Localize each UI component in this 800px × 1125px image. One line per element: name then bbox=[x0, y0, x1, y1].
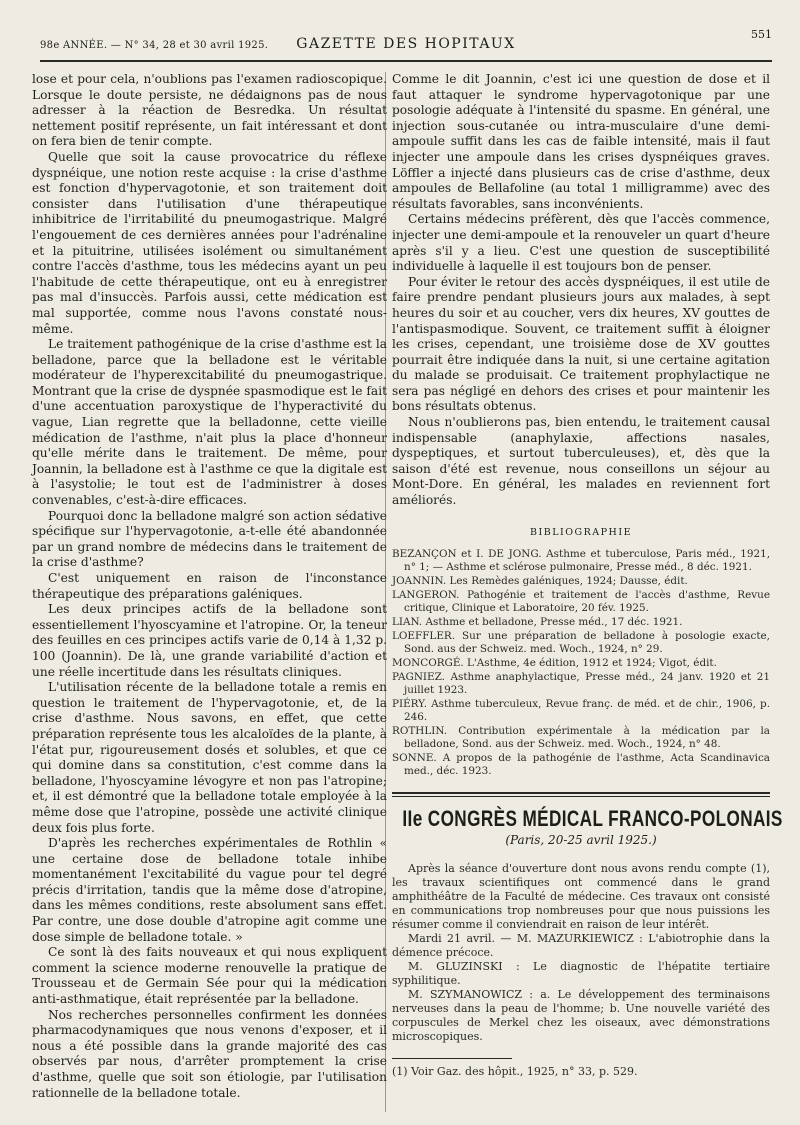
paragraph: Le traitement pathogénique de la crise d'asthme est la belladone, parce que la belladone est le véritable modérateur de l'hyperexcitabilité du pneumogastrique. Montrant que la crise de dyspnée spasmodique est le fait d'une accentuation paroxystique de l'hyperactivité du vague, Lian regrette que la belladonne, cette vieille médication de l'asthme, n'ait plus la place d'honneur qu'elle mérite dans le traitement. De même, pour Joannin, la belladone est à l'asthme ce que la digitale est à l'asystolie; le tout est de l'administrer à doses convenables, c'est-à-dire efficaces. bbox=[32, 337, 387, 508]
section-rule bbox=[392, 792, 770, 797]
bibliography-entry: LIAN. Asthme et belladone, Presse méd., 17 déc. 1921. bbox=[392, 616, 683, 629]
bibliography-entry: PAGNIEZ. Asthme anaphylactique, Presse méd., 24 janv. 1920 et 21 juillet 1923. bbox=[392, 671, 770, 697]
journal-title: GAZETTE DES HOPITAUX bbox=[296, 36, 516, 52]
congres-title: IIe CONGRÈS MÉDICAL FRANCO-POLONAIS bbox=[402, 806, 783, 832]
paragraph: Quelle que soit la cause provocatrice du réflexe dyspnéique, une notion reste acquise : la crise d'asthme est fonction d'hypervagotonie, et son traitement doit consister dans l'utilisation d'une thérapeutique inhibitrice de l'irritabilité du pneumogastrique. Malgré l'engouement de ces dernières années pour l'adrénaline et la pituitrine, utilisées isolément ou simultanément contre l'accès d'asthme, tous les médecins ayant un peu l'habitude de cette thérapeutique, ont eu à enregistrer pas mal d'insuccès. Parfois aussi, cette médication est mal supportée, comme nous l'avons constaté nous-même. bbox=[32, 149, 387, 336]
bibliography-entry: LOEFFLER. Sur une préparation de belladone à posologie exacte, Sond. aus der Schweiz. med. Woch., 1924, n° 29. bbox=[392, 630, 770, 656]
paragraph: Mardi 21 avril. — M. MAZURKIEWICZ : L'abiotrophie dans la démence précoce. bbox=[392, 932, 770, 960]
congres-subtitle: (Paris, 20-25 avril 1925.) bbox=[505, 832, 657, 847]
footnote: (1) Voir Gaz. des hôpit., 1925, n° 33, p. 529. bbox=[392, 1065, 638, 1079]
bibliography-entry: LANGERON. Pathogénie et traitement de l'accès d'asthme, Revue critique, Clinique et Laboratoire, 20 fév. 1925. bbox=[392, 589, 770, 615]
bibliography bbox=[392, 525, 770, 779]
bibliography-entry: JOANNIN. Les Remèdes galéniques, 1924; Dausse, édit. bbox=[392, 575, 688, 588]
bibliography-heading: BIBLIOGRAPHIE bbox=[529, 526, 633, 538]
paragraph: lose et pour cela, n'oublions pas l'examen radioscopique. Lorsque le doute persiste, ne dédaignons pas de nous adresser à la réaction de Besredka. Un résultat nettement positif représente, un fait intéressant et dont on fera bien de tenir compte. bbox=[32, 72, 387, 149]
bibliography-entry: BEZANÇON et I. DE JONG. Asthme et tuberculose, Paris méd., 1921, n° 1; — Asthme et sclérose pulmonaire, Presse méd., 8 déc. 1921. bbox=[392, 548, 770, 574]
paragraph: Ce sont là des faits nouveaux et qui nous expliquent comment la science moderne renouvelle la pratique de Trousseau et de Germain Sée pour qui la médication anti-asthmatique, était représentée par la belladone. bbox=[32, 945, 387, 1007]
paragraph: Nous n'oublierons pas, bien entendu, le traitement causal indispensable (anaphylaxie, affections nasales, dyspeptiques, et surtout tuberculeuses), et, dès que la saison d'été est revenue, nous conseillons un séjour au Mont-Dore. En général, les malades en reviennent fort améliorés. bbox=[392, 415, 770, 508]
issue-info: 98e ANNÉE. — N° 34, 28 et 30 avril 1925. bbox=[40, 40, 269, 51]
paragraph: Comme le dit Joannin, c'est ici une question de dose et il faut attaquer le syndrome hypervagotonique par une posologie adéquate à l'intensité du spasme. En général, une injection sous-cutanée ou intra-musculaire d'une demi-ampoule suffit dans les cas de faible intensité, mais il faut injecter une ampoule dans les crises dyspnéiques graves. Löffler a injecté dans plusieurs cas de crise d'asthme, deux ampoules de Bellafoline (au total 1 milligramme) avec des résultats favorables, sans inconvénients. bbox=[392, 72, 770, 211]
congres-section bbox=[392, 806, 783, 1079]
bibliography-entry: MONCORGÉ. L'Asthme, 4e édition, 1912 et 1924; Vigot, édit. bbox=[392, 657, 717, 670]
paragraph: Pour éviter le retour des accès dyspnéiques, il est utile de faire prendre pendant plusieurs jours aux malades, à sept heures du soir et au coucher, vers dix heures, XV gouttes de l'antispasmodique. Souvent, ce traitement suffit à éloigner les crises, cependant, une troisième dose de XV gouttes pourrait être indiquée dans la nuit, si une certaine agitation du malade se produisait. Ce traitement prophylactique ne sera pas négligé en dehors des crises et pour maintenir les bons résultats obtenus. bbox=[392, 274, 770, 414]
paragraph: L'utilisation récente de la belladone totale a remis en question le traitement de l'hypervagotonie, et, de la crise d'asthme. Nous savons, en effet, que cette préparation représente tous les alcaloïdes de la plante, à l'état pur, rigoureusement dosés et solubles, et que ce qui domine dans sa constitution, c'est comme dans la belladone, l'hyoscyamine lévogyre et non pas l'atropine; et, il est démontré que la belladone totale employée à la même dose que l'atropine, possède une activité clinique deux fois plus forte. bbox=[32, 680, 387, 835]
paragraph: Les deux principes actifs de la belladone sont essentiellement l'hyoscyamine et l'atropine. Or, la teneur des feuilles en ces principes actifs varie de 0,14 à 1,32 p. 100 (Joannin). De là, une grande variabilité d'action et une réelle incertitude dans les résultats cliniques. bbox=[32, 602, 387, 679]
left-column bbox=[32, 72, 387, 1101]
page-header bbox=[40, 26, 772, 62]
paragraph: D'après les recherches expérimentales de Rothlin « une certaine dose de belladone totale inhibe momentanément l'excitabilité du vague pour tel degré précis d'irritation, tandis que la même dose d'atropine, dans les mêmes conditions, reste absolument sans effet. Par contre, une dose double d'atropine agit comme une dose simple de belladone totale. » bbox=[32, 836, 387, 944]
paragraph: Pourquoi donc la belladone malgré son action sédative spécifique sur l'hypervagotonie, a-t-elle été abandonnée par un grand nombre de médecins dans le traitement de la crise d'asthme? bbox=[32, 508, 387, 570]
right-column bbox=[392, 72, 783, 1079]
footnote-rule bbox=[392, 1058, 512, 1059]
bibliography-entry: PIÉRY. Asthme tuberculeux, Revue franç. de méd. et de chir., 1906, p. 246. bbox=[392, 698, 770, 724]
paragraph: Certains médecins préfèrent, dès que l'accès commence, injecter une demi-ampoule et la renouveler un quart d'heure après s'il y a lieu. C'est une question de susceptibilité individuelle à laquelle il est toujours bon de penser. bbox=[392, 212, 770, 274]
paragraph: C'est uniquement en raison de l'inconstance thérapeutique des préparations galéniques. bbox=[32, 571, 387, 601]
page-number: 551 bbox=[751, 28, 772, 41]
bibliography-entry: ROTHLIN. Contribution expérimentale à la médication par la belladone, Sond. aus der Schweiz. med. Woch., 1924, n° 48. bbox=[392, 725, 770, 751]
paragraph: M. GLUZINSKI : Le diagnostic de l'hépatite tertiaire syphilitique. bbox=[392, 960, 770, 988]
bibliography-entry: SONNE. A propos de la pathogénie de l'asthme, Acta Scandinavica med., déc. 1923. bbox=[392, 752, 770, 778]
paragraph: Après la séance d'ouverture dont nous avons rendu compte (1), les travaux scientifiques ont commencé dans le grand amphithéâtre de la Faculté de médecine. Ces travaux ont consisté en communications trop nombreuses pour que nous puissions les résumer comme il conviendrait en raison de leur intérêt. bbox=[392, 862, 770, 932]
paragraph: M. SZYMANOWICZ : a. Le développement des terminaisons nerveuses dans la peau de l'homme; b. Une nouvelle variété des corpuscules de Merkel chez les oiseaux, avec démonstrations microscopiques. bbox=[392, 988, 770, 1044]
paragraph: Nos recherches personnelles confirment les données pharmacodynamiques que nous venons d'exposer, et il nous a été possible dans la grande majorité des cas observés par nous, d'arrêter promptement la crise d'asthme, quelle que soit son étiologie, par l'utilisation rationnelle de la belladone totale. bbox=[32, 1007, 387, 1100]
